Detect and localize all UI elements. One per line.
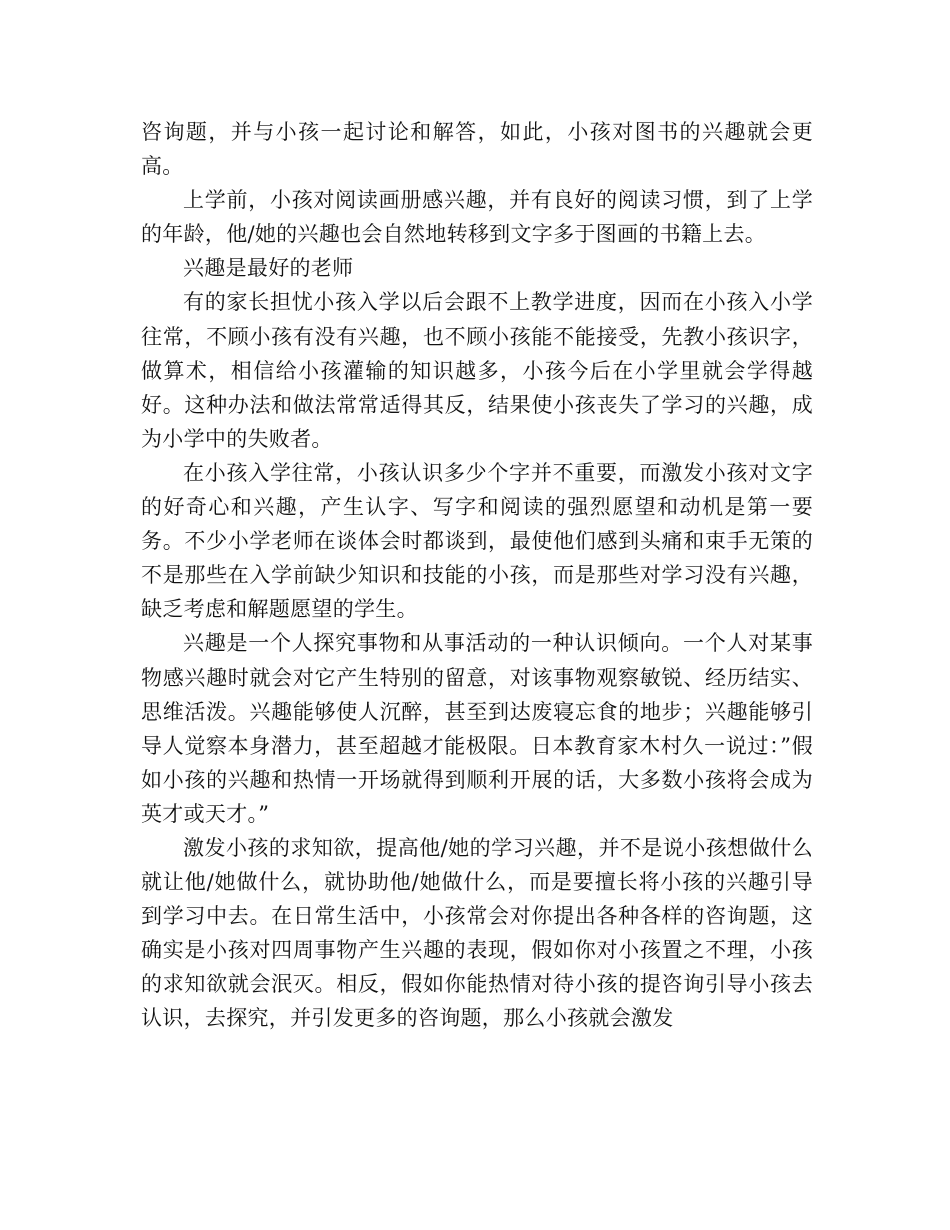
paragraph-1: 咨询题，并与小孩一起讨论和解答，如此，小孩对图书的兴趣就会更高。	[141, 120, 813, 179]
paragraph-5: 兴趣是一个人探究事物和从事活动的一种认识倾向。一个人对某事物感兴趣时就会对它产生特别的留意，对该事物观察敏锐、经历结实、思维活泼。兴趣能够使人沉醉，甚至到达废寝忘食的地步；兴趣能够引导人觉察本身潜力，甚至超越才能极限。日本教育家木村久一说过：”假如小孩的兴趣和热情一开场就得到顺利开展的话，大多数小孩将会成为英才或天才。”	[141, 631, 813, 826]
paragraph-3: 有的家长担忧小孩入学以后会跟不上教学进度，因而在小孩入小学往常，不顾小孩有没有兴趣，也不顾小孩能不能接受，先教小孩识字，做算术，相信给小孩灌输的知识越多，小孩今后在小学里就会学得越好。这种办法和做法常常适得其反，结果使小孩丧失了学习的兴趣，成为小学中的失败者。	[141, 290, 813, 451]
paragraph-4: 在小孩入学往常，小孩认识多少个字并不重要，而激发小孩对文字的好奇心和兴趣，产生认字、写字和阅读的强烈愿望和动机是第一要务。不少小学老师在谈体会时都谈到，最使他们感到头痛和束手无策的不是那些在入学前缺少知识和技能的小孩，而是那些对学习没有兴趣，缺乏考虑和解题愿望的学生。	[141, 460, 813, 622]
document-page	[141, 115, 813, 1036]
paragraph-2: 上学前，小孩对阅读画册感兴趣，并有良好的阅读习惯，到了上学的年龄，他/她的兴趣也会自然地转移到文字多于图画的书籍上去。	[141, 188, 813, 247]
section-heading: 兴趣是最好的老师	[183, 256, 354, 281]
paragraph-6: 激发小孩的求知欲，提高他/她的学习兴趣，并不是说小孩想做什么就让他/她做什么，就协助他/她做什么，而是要擅长将小孩的兴趣引导到学习中去。在日常生活中，小孩常会对你提出各种各样的咨询题，这确实是小孩对四周事物产生兴趣的表现，假如你对小孩置之不理，小孩的求知欲就会泯灭。相反，假如你能热情对待小孩的提咨询引导小孩去认识，去探究，并引发更多的咨询题，那么小孩就会激发	[141, 835, 813, 1031]
